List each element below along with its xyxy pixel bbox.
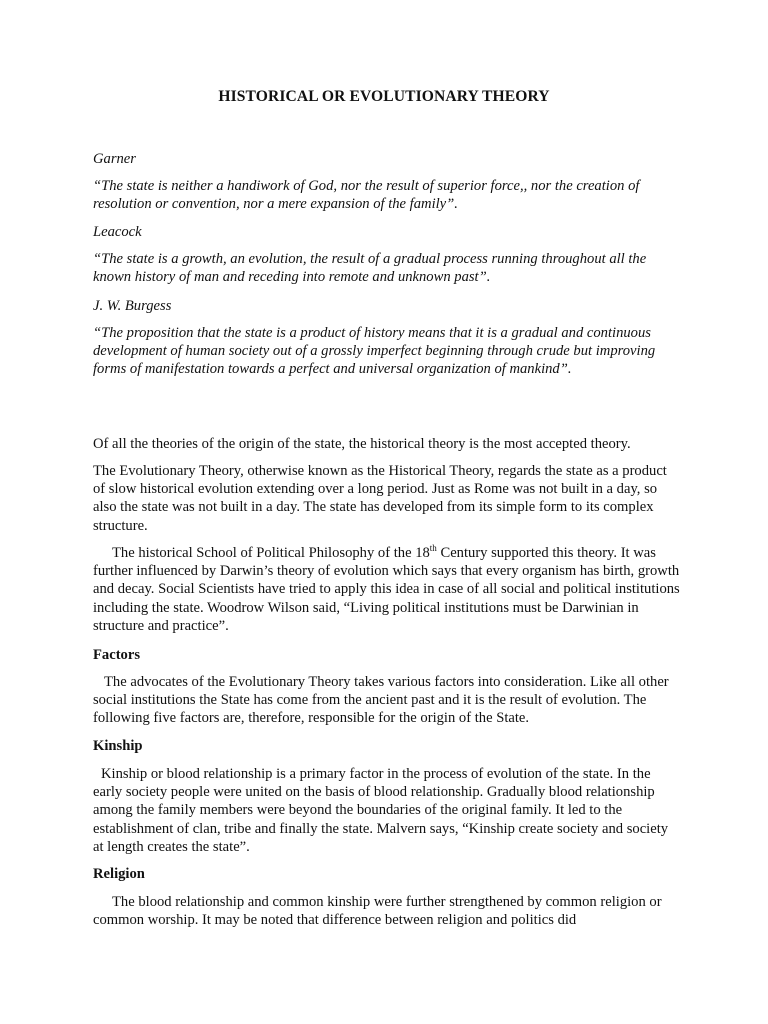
paragraph-historical-school bbox=[93, 544, 681, 635]
document-title: HISTORICAL OR EVOLUTIONARY THEORY bbox=[218, 88, 550, 105]
ordinal-superscript: th bbox=[429, 543, 437, 554]
paragraph-factors: The advocates of the Evolutionary Theory takes various factors into consideration. Like all other social institutions the State has come from the ancient past and it is the result of evolution. The following five factors are, therefore, responsible for the origin of the State. bbox=[93, 674, 669, 727]
heading-kinship: Kinship bbox=[93, 738, 143, 754]
heading-religion: Religion bbox=[93, 866, 145, 882]
heading-factors: Factors bbox=[93, 647, 141, 663]
paragraph-evolutionary: The Evolutionary Theory, otherwise known as the Historical Theory, regards the state as a product of slow historical evolution extending over a long period. Just as Rome was not built in a day, so also the state was not built in a day. The state has developed from its simple form to its complex structure. bbox=[93, 463, 667, 534]
quote-text-garner: “The state is neither a handiwork of God, nor the result of superior force,, nor the creation of resolution or convention, nor a mere expansion of the family”. bbox=[93, 178, 640, 213]
paragraph-historical-school-part1: The historical School of Political Philosophy of the 18 bbox=[112, 545, 430, 561]
paragraph-historical-school-part2: Century supported this theory. It was further influenced by Darwin’s theory of evolution which says that every organism has birth, growth and decay. Social Scientists have tried to apply this idea in case of all social and political institutions including the state. Woodrow Wilson said, “Living political institutions must be Darwinian in structure and practice”. bbox=[93, 545, 680, 634]
paragraph-kinship: Kinship or blood relationship is a primary factor in the process of evolution of the state. In the early society people were united on the basis of blood relationship. Gradually blood relationship among the family members were beyond the boundaries of the original family. It led to the establishment of clan, tribe and finally the state. Malvern says, “Kinship create society and society at length creates the state”. bbox=[93, 766, 669, 855]
quote-text-burgess: “The proposition that the state is a product of history means that it is a gradual and continuous development of human society out of a grossly imperfect beginning through crude but improving forms of manifestation towards a perfect and universal organization of mankind”. bbox=[93, 325, 656, 378]
quote-author-leacock: Leacock bbox=[93, 224, 142, 240]
quote-text-leacock: “The state is a growth, an evolution, the result of a gradual process running throughout all the known history of man and receding into remote and unknown past”. bbox=[93, 251, 647, 286]
quote-author-burgess: J. W. Burgess bbox=[93, 298, 172, 314]
quote-author-garner: Garner bbox=[93, 151, 136, 167]
paragraph-religion: The blood relationship and common kinship were further strengthened by common religion or common worship. It may be noted that difference between religion and politics did bbox=[93, 894, 662, 929]
paragraph-intro: Of all the theories of the origin of the state, the historical theory is the most accepted theory. bbox=[93, 436, 631, 452]
